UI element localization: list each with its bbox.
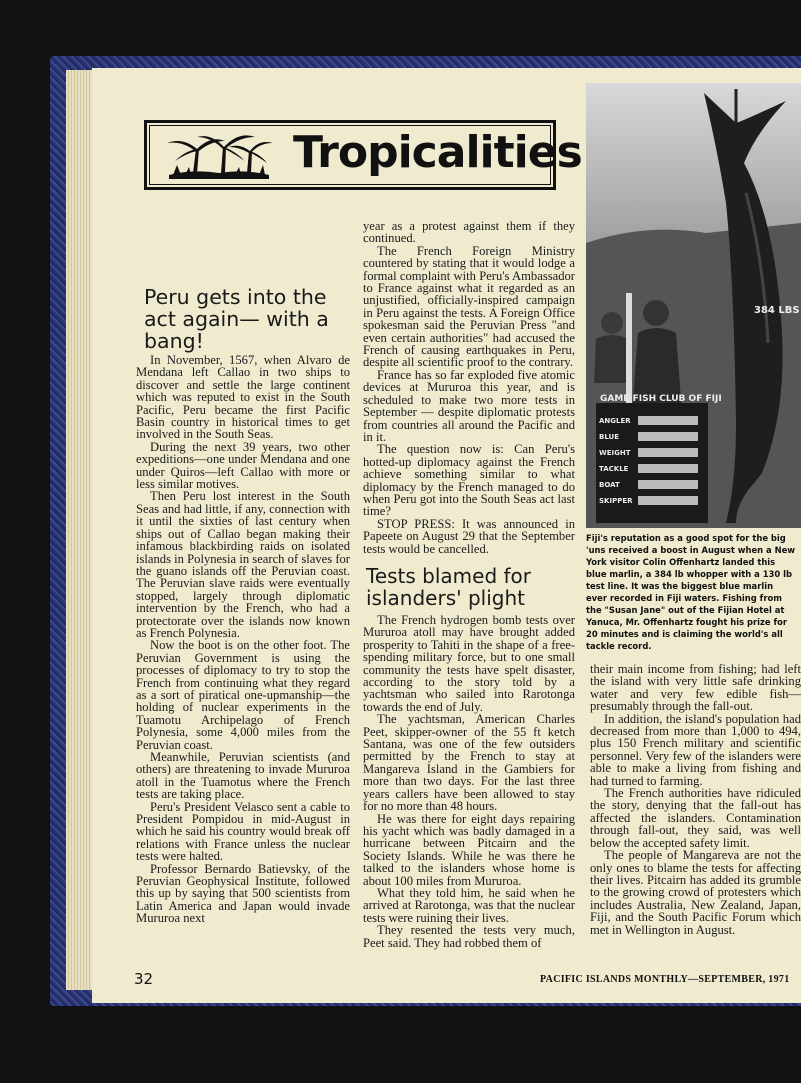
paragraph: year as a protest against them if they continued. [363, 219, 575, 246]
running-footer: PACIFIC ISLANDS MONTHLY—SEPTEMBER, 1971 [540, 974, 790, 985]
board-row-label: WEIGHT [599, 449, 631, 457]
section-title: Tropicalities [293, 127, 582, 178]
board-row-label: BOAT [599, 481, 620, 489]
board-row-label: SKIPPER [599, 497, 633, 505]
paragraph: France has so far exploded five atomic devices at Mururoa this year, and is scheduled to make two more tests in September — despite diplomatic protests from countries all around the Pacific and in it. [363, 367, 575, 444]
club-board-title: GAME FISH CLUB OF FIJI [600, 394, 722, 404]
paragraph: their main income from fishing; had left the island with very little safe drinking water and very few edible fish—presumably through the fall-out. [590, 662, 801, 714]
palm-trees-icon [163, 129, 275, 183]
paragraph: The French Foreign Ministry countered by stating that it would lodge a formal complaint with Peru's Ambassador to France against what it regarded as an unjustified, officially-inspired campaign in Peru against the tests. A Foreign Office spokesman said the Peruvian Press "and even certain authorities" had accused the French of causing earthquakes in Peru, despite all scientific proof to the contrary. [363, 243, 575, 370]
paragraph: Professor Bernardo Batievsky, of the Peruvian Geophysical Institute, followed this up by saying that 500 scientists from Latin America and Japan would invade Mururoa next [136, 861, 350, 926]
stop-press: STOP PRESS: It was announced in Papeete on August 29 that the September tests would be cancelled. [363, 516, 575, 556]
photo-caption: Fiji's reputation as a good spot for the big 'uns received a boost in August when a New York visitor Colin Offenhartz landed this blue marlin, a 384 lb whopper with a 130 lb test line. It was the biggest blue marlin ever recorded in Fiji waters. Fishing from the "Susan Jane" out of the Fijian Hotel at Yanuca, Mr. Offenhartz fought his prize for 20 minutes and is claiming the world's all tackle record. [586, 533, 796, 651]
paragraph: The French authorities have ridiculed the story, denying that the fall-out has affected the islanders. Contamination through fall-out, they said, was well below the accepted safety limit. [590, 786, 801, 850]
paragraph: The French hydrogen bomb tests over Mururoa atoll may have brought added prosperity to Tahiti in the shape of a free-spending military force, but to one small community the tests have spelt disaster, according to the story told by a yachtsman who sailed into Rarotonga towards the end of July. [363, 613, 575, 714]
paragraph: They resented the tests very much, Peet said. They had robbed them of [363, 923, 575, 950]
paragraph: He was there for eight days repairing his yacht which was badly damaged in a hurricane between Pitcairn and the Society Islands. While he was there he talked to the islanders whose home is about 100 miles from Mururoa. [363, 811, 575, 888]
section-header [144, 120, 582, 190]
paragraph: During the next 39 years, two other expeditions—one under Mendana and one under Quiros—left Callao with more or less similar motives. [136, 439, 350, 492]
paragraph: Peru's President Velasco sent a cable to President Pompidou in mid-August in which he said his country would break off relations with France unless the nuclear tests were halted. [136, 799, 350, 864]
paragraph: The yachtsman, American Charles Peet, skipper-owner of the 55 ft ketch Santana, was one of the few outsiders permitted by the French to stay at Mangareva Island in the Gambiers for more than two days. For the last three years callers have been allowed to stay for no more than 48 hours. [363, 712, 575, 814]
weight-tag: 384 LBS [754, 305, 800, 316]
board-row-label: BLUE [599, 433, 620, 441]
paragraph: Now the boot is on the other foot. The Peruvian Government is using the processes of diplomacy to try to stop the French from continuing what they regard as a sort of piratical one-upmanship—the holding of nuclear experiments in the Tuamotu Archipelago of French Polynesia, some 4,000 miles from the Peruvian coast. [136, 638, 350, 752]
paragraph: The people of Mangareva are not the only ones to blame the tests for affecting their lives. Pitcairn has added its grumble to the growing crowd of protesters which includes Australia, New Zealand, Japan, Fiji, and the South Pacific Forum which met in Wellington in August. [590, 848, 801, 937]
magazine-page [92, 68, 801, 1003]
board-row-label: ANGLER [599, 417, 631, 425]
paragraph: Then Peru lost interest in the South Seas and had little, if any, connection with it until the sixties of last century when ships out of Callao began making their infamous blackbirding raids on isolated islands in Polynesia in search of slaves for the guano islands off the Peruvian coast. The Peruvian slave raids were eventually stopped, largely through diplomatic intervention by the French, who had a protectorate over the islands now known as French Polynesia. [136, 489, 350, 640]
paragraph: Meanwhile, Peruvian scientists (and others) are threatening to invade Mururoa atoll in the Tuamotus where the French tests are taking place. [136, 750, 350, 802]
page-number: 32 [134, 970, 154, 988]
article1-column1 [136, 354, 350, 925]
marlin-photo [586, 83, 801, 528]
article2-column1 [363, 614, 575, 949]
article1-column2 [363, 220, 575, 555]
paragraph: In addition, the island's population had decreased from more than 1,000 to 494, plus 150 French military and scientific personnel. Very few of the islanders were able to make a living from fishing and had turned to farming. [590, 711, 801, 788]
article1-headline: Peru gets into the act again— with a bang! [144, 285, 329, 353]
article2-column2 [590, 663, 801, 936]
article2-headline: Tests blamed for islanders' plight [366, 564, 532, 610]
paragraph: The question now is: Can Peru's hotted-up diplomacy against the French achieve something similar to what diplomacy by the French managed to do when Peru got into the South Seas act last time? [363, 442, 575, 519]
board-row-label: TACKLE [599, 465, 629, 473]
paragraph: What they told him, he said when he arrived at Rarotonga, was that the nuclear tests were ruining their lives. [363, 885, 575, 925]
paragraph: In November, 1567, when Alvaro de Mendana left Callao in two ships to discover and settle the large continent which was reputed to exist in the South Pacific, Peru became the first Pacific Basin country in historical times to get involved in the South Seas. [136, 353, 350, 442]
